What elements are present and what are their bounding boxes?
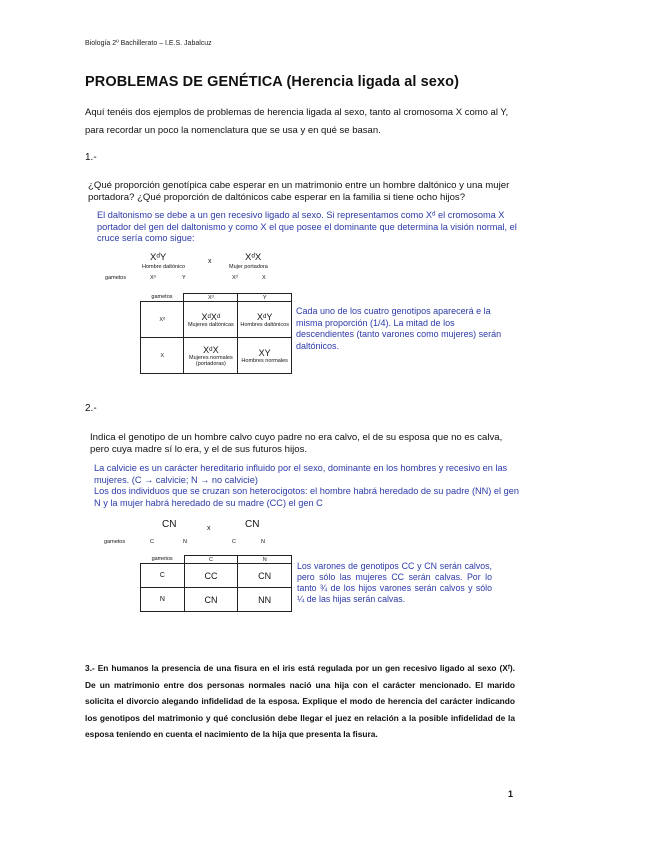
p1-col-header: Xᵈ <box>184 294 238 302</box>
p1-gamete: Xᵈ <box>232 275 238 281</box>
p2-cell: CC <box>184 564 238 588</box>
p2-gamete: C <box>232 539 236 545</box>
p1-mother-genotype: XᵈX <box>245 252 262 263</box>
problem-2-number: 2.- <box>85 403 97 414</box>
document-header: Biología 2º Bachillerato – I.E.S. Jabalcuz <box>85 40 212 47</box>
problem-3-text: 3.- En humanos la presencia de una fisura en el iris está regulada por un gen recesivo ligado al sexo (Xᶠ). De un matrimonio entre dos personas normales nació una hija con el carácter mencionado. El marido solicita el divorcio alegando infidelidad de la esposa. Explique el modo de herencia del carácter indicando los genotipos del matrimonio y qué conclusión debe llegar el juez en relación a la posible infidelidad de la esposa teniendo en cuenta el nacimiento de la hija que presenta la fisura. <box>85 663 515 739</box>
p2-col-header: N <box>238 556 292 564</box>
p1-punnett-table <box>140 293 292 374</box>
p1-cross-symbol: x <box>208 258 212 265</box>
p1-father-label: Hombre daltónico <box>142 264 186 270</box>
p1-cell: XᵈX Mujeres normales (portadoras) <box>184 338 238 374</box>
p2-gametes-label: gametos <box>104 539 126 545</box>
problem-2-explanation-2: Los dos individuos que se cruzan son heterocigotos: el hombre habrá heredado de su padre (NN) el gen N y la mujer habrá heredado de su madre (CC) el gen C <box>94 486 519 508</box>
p1-father-genotype: XᵈY <box>150 252 167 263</box>
problem-1-conclusion: Cada uno de los cuatro genotipos aparecerá e la misma proporción (1/4). La mitad de los descendientes (tanto varones como mujeres) serán daltónicos. <box>296 306 502 351</box>
p1-row-header: Xᵈ <box>141 302 184 338</box>
problem-1-explanation: El daltonismo se debe a un gen recesivo ligado al sexo. Si representamos como Xᵈ el cromosoma X portador del gen del daltonismo y como X el que posee el dominante que determina la visión normal, el cruce sería como sigue: <box>97 210 517 243</box>
p2-gamete: N <box>261 539 265 545</box>
p2-cell: CN <box>184 588 238 612</box>
page-number: 1 <box>508 789 514 799</box>
p2-cell: CN <box>238 564 292 588</box>
p2-row-header: N <box>141 588 185 612</box>
intro-paragraph: Aquí tenéis dos ejemplos de problemas de herencia ligada al sexo, tanto al cromosoma X como al Y, para recordar un poco la nomenclatura que se usa y en qué se basan. <box>85 107 509 136</box>
p1-gamete: X <box>262 275 266 281</box>
p1-cell: XY Hombres normales <box>238 338 292 374</box>
p1-gamete: Xᵈ <box>150 275 156 281</box>
p1-table-corner: gametos <box>141 294 184 302</box>
p1-mother-label: Mujer portadora <box>229 264 268 270</box>
problem-2-conclusion: Los varones de genotipos CC y CN serán calvos, pero sólo las mujeres CC serán calvas. Por lo tanto ¾ de los hijos varones serán calvos y sólo ¼ de las hijas serán calvas. <box>297 561 492 604</box>
p2-right-genotype: CN <box>245 519 260 530</box>
p1-cell: XᵈY Hombres daltónicos <box>238 302 292 338</box>
p2-punnett-table <box>140 555 292 612</box>
p2-cross-symbol: x <box>207 525 211 532</box>
problem-1-question: ¿Qué proporción genotípica cabe esperar en un matrimonio entre un hombre daltónico y una mujer portadora? ¿Qué proporción de daltónicos cabe esperar en la familia si tiene ocho hijos? <box>88 180 510 203</box>
p1-gametes-label: gametos <box>105 275 127 281</box>
p1-gamete: Y <box>182 275 186 281</box>
p2-gamete: C <box>150 539 154 545</box>
page-title: PROBLEMAS DE GENÉTICA (Herencia ligada al sexo) <box>85 74 459 90</box>
problem-2-explanation-1: La calvicie es un carácter hereditario influido por el sexo, dominante en los hombres y recesivo en las mujeres. (C → calvicie; N → no calvicie) <box>94 463 508 485</box>
p2-table-corner: gametos <box>141 556 185 564</box>
p2-cell: NN <box>238 588 292 612</box>
p1-cell: XᵈXᵈ Mujeres daltónicas <box>184 302 238 338</box>
p2-row-header: C <box>141 564 185 588</box>
p1-row-header: X <box>141 338 184 374</box>
p1-col-header: Y <box>238 294 292 302</box>
p2-gamete: N <box>183 539 187 545</box>
p2-left-genotype: CN <box>162 519 177 530</box>
problem-2-question: Indica el genotipo de un hombre calvo cuyo padre no era calvo, el de su esposa que no es calva, pero cuya madre sí lo era, y el de sus futuros hijos. <box>90 432 503 455</box>
problem-1-number: 1.- <box>85 152 97 163</box>
p2-col-header: C <box>184 556 238 564</box>
